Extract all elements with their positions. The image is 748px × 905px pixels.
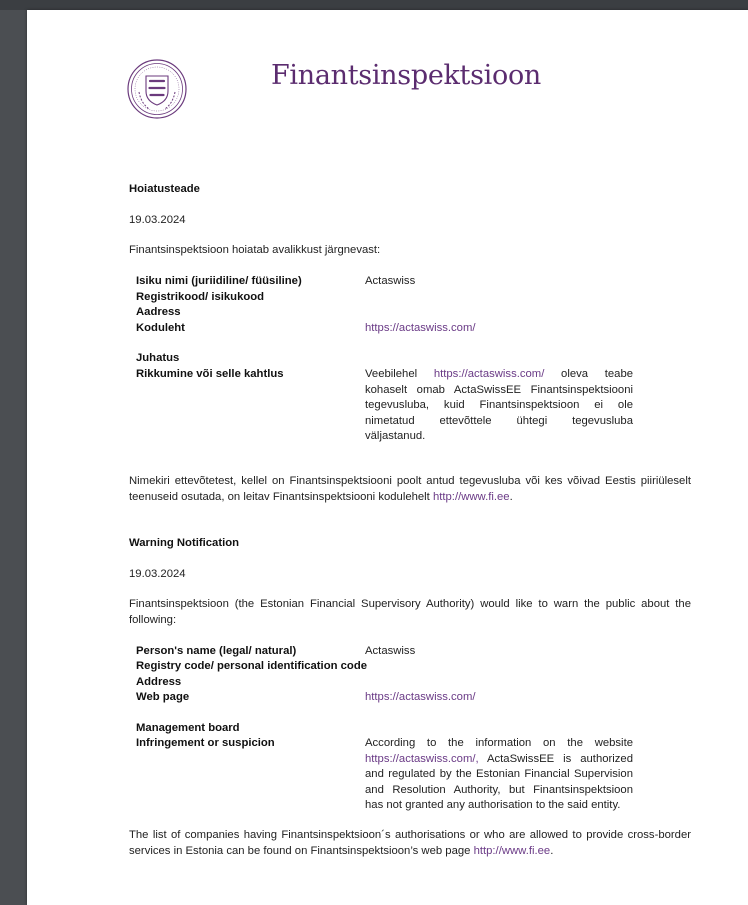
et-desc-link[interactable]: https://actaswiss.com/ [433,368,545,380]
en-footer-line-1: The list of companies having Finantsinspektsioon´s authorisations or who are allowed to provide cross-border [129,829,691,841]
en-intro-line-2: following: [129,613,177,626]
en-desc-line-5: has not granted any authorisation to the said entity. [365,799,621,811]
et-footer [129,474,691,505]
et-value-web-link[interactable]: https://actaswiss.com/ [365,322,476,334]
et-desc-line-2: kohaselt omab ActaSwissEE Finantsinspektsiooni [365,383,633,396]
et-title: Hoiatusteade [129,183,200,195]
et-label-infringement: Rikkumine või selle kahtlus [136,368,284,380]
estonian-coat-of-arms-seal-icon [127,59,187,119]
et-desc-line-5: väljastanud. [365,430,426,442]
en-description [365,736,633,814]
en-desc-line-2 [365,752,633,768]
document-page [27,10,748,905]
et-label-address: Aadress [136,306,181,318]
et-date: 19.03.2024 [129,214,186,226]
et-footer-text: teenuseid osutada, on leitav Finantsinspektsiooni kodulehelt [129,490,430,503]
et-label-web: Koduleht [136,322,185,334]
et-footer-line-1: Nimekiri ettevõtetest, kellel on Finantsinspektsiooni poolt antud tegevusluba või kes võivad Eestis piiriüleselt [129,475,691,487]
et-footer-link[interactable]: http://www.fi.ee [432,490,510,503]
et-label-reg: Registrikood/ isikukood [136,291,265,303]
et-desc-text: oleva teabe [561,368,634,380]
brand-wordmark: Finantsinspektsioon [271,60,541,91]
en-label-management: Management board [136,722,240,734]
en-footer [129,828,691,859]
et-footer-end: . [509,490,513,503]
et-desc-line-3: tegevusluba, kuid Finantsinspektsioon ei ole [365,399,633,411]
en-footer-link[interactable]: http://www.fi.ee [473,844,551,857]
et-desc-line-4: nimetatud ettevõttele ühtegi tegevusluba [365,414,633,427]
en-desc-line-1: According to the information on the website [365,737,633,749]
en-intro-line-1: Finantsinspektsioon (the Estonian Financial Supervisory Authority) would like to warn the public about the [129,598,691,610]
en-value-name: Actaswiss [365,645,416,657]
et-value-name: Actaswiss [365,275,416,287]
en-footer-text: services in Estonia can be found on Finantsinspektsioon’s web page [129,844,471,857]
en-desc-text: ActaSwissEE is authorized [486,752,633,765]
et-desc-text: Veebilehel [365,368,418,380]
en-value-web-link[interactable]: https://actaswiss.com/ [365,691,476,703]
en-label-name: Person's name (legal/ natural) [136,645,297,657]
en-title: Warning Notification [129,537,240,549]
en-label-web: Web page [136,691,190,703]
en-desc-line-3: and regulated by the Estonian Financial Supervision [365,768,633,780]
en-label-infringement: Infringement or suspicion [136,737,275,749]
et-desc-line-1 [365,367,633,383]
et-intro: Finantsinspektsioon hoiatab avalikkust järgnevast: [129,244,381,256]
et-label-name: Isiku nimi (juriidiline/ füüsiline) [136,275,302,287]
en-label-address: Address [136,676,182,688]
en-date: 19.03.2024 [129,568,186,580]
en-footer-end: . [550,844,554,857]
et-label-management: Juhatus [136,352,180,364]
et-footer-line-2 [129,490,691,506]
viewer-top-bar [0,0,748,10]
et-description [365,367,633,445]
en-intro [129,597,691,628]
en-desc-line-4: and Resolution Authority, but Finantsinspektsioon [365,783,633,796]
en-label-reg: Registry code/ personal identification code [136,660,368,672]
en-desc-link[interactable]: https://actaswiss.com/, [365,752,479,765]
en-footer-line-2 [129,844,691,860]
